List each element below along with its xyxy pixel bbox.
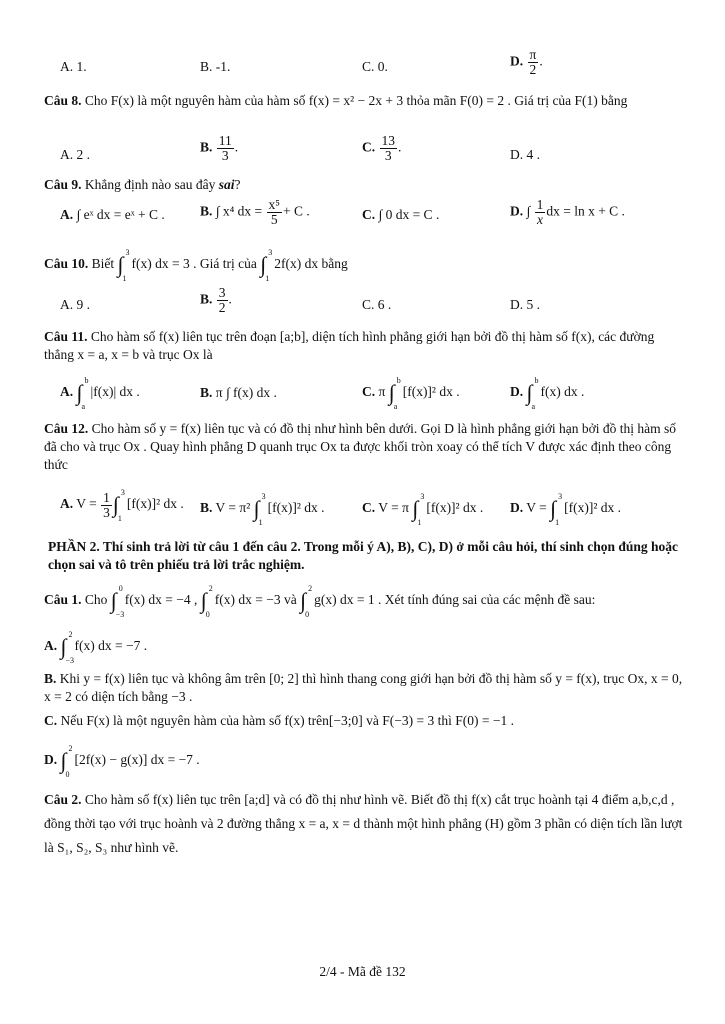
p2q2-text: Câu 2. Cho hàm số f(x) liên tục trên [a;d] và có đồ thị như hình vẽ. Biết đồ thị f(x) cắt trục hoành tại 4 điểm a,b,c,d , đồng thời tạo với trục hoành và 2 đường thẳng x = a, x = d thành một hình phẳng (H) gồm 3 phần có diện tích lần lượt là S₁, S₂, S₃ như hình vẽ. [44, 792, 683, 855]
q10-option-d: D. 5 . [510, 297, 540, 312]
q10-option-c: C. 6 . [362, 297, 392, 312]
q12-text: Câu 12. Cho hàm số y = f(x) liên tục và có đồ thị như hình bên dưới. Gọi D là hình phẳng giới hạn bởi đồ thị hàm số đã cho và trục Ox . Quay hình phẳng D quanh trục Ox ta được khối tròn xoay có thể tích V được xác định theo công thức [44, 421, 676, 472]
q8-option-c: C. $\frac{13}{3}$ . [362, 133, 402, 163]
q9-option-b: B. ∫ x⁴ dx = $\frac{\text{x⁵}}{5}$ + C . [200, 197, 310, 227]
p2q1-text: Câu 1. Cho ∫ 0 −3 f(x) dx = −4 , ∫ 2 0 f(x) dx = −3 và ∫ 2 0 g(x) dx = 1 . Xét tính đúng sai của các mệnh đề sau: [44, 584, 596, 619]
q12-option-c: C. V = π ∫ 3 1 [f(x)]² dx . [362, 492, 484, 527]
q8-option-d: D. 4 . [510, 147, 540, 162]
q12-option-a: A. V = $\frac{1}{3}$ ∫ 3 1 [f(x)]² dx . [60, 488, 184, 523]
q12-option-d: D. V = ∫ 3 1 [f(x)]² dx . [510, 492, 622, 527]
q8-option-a: A. 2 . [60, 147, 90, 162]
q9-option-d: D. ∫ $\frac{1}{x}$ dx = ln x + C . [510, 197, 625, 227]
q11-option-c: C. π ∫ b a [f(x)]² dx . [362, 376, 460, 411]
q10-text: Câu 10. Biết ∫ 3 1 f(x) dx = 3 . Giá trị của ∫ 3 1 2f(x) dx bằng [44, 248, 348, 283]
q10-option-a: A. 9 . [60, 297, 90, 312]
q9-text: Câu 9. Khẳng định nào sau đây sai? [44, 177, 241, 192]
q7-option-b: B. -1. [200, 59, 231, 74]
q8-option-b: B. $\frac{11}{3}$ . [200, 133, 239, 163]
q12-option-b: B. V = π² ∫ 3 1 [f(x)]² dx . [200, 492, 325, 527]
p2q1-statement-b: B. Khi y = f(x) liên tục và không âm trên [0; 2] thì hình thang cong giới hạn bởi đồ thị hàm số y = f(x), trục Ox, x = 0, x = 2 có diện tích bằng −3 . [44, 671, 683, 704]
q10-option-b: B. $\frac{3}{2}$ . [200, 285, 232, 315]
q7-option-c: C. 0. [362, 59, 388, 74]
q7-option-d: D. $\frac{\pi}{2}$ . [510, 47, 543, 77]
q11-option-d: D. ∫ b a f(x) dx . [510, 376, 585, 411]
p2q1-statement-a: A. ∫ 2 −3 f(x) dx = −7 . [44, 630, 148, 665]
q7-option-a: A. 1. [60, 59, 87, 74]
p2q1-statement-c: C. Nếu F(x) là một nguyên hàm của hàm số f(x) trên[−3;0] và F(−3) = 3 thì F(0) = −1 . [44, 713, 514, 728]
q8-text: Câu 8. Cho F(x) là một nguyên hàm của hàm số f(x) = x² − 2x + 3 thỏa mãn F(0) = 2 . Giá trị của F(1) bằng [44, 93, 628, 108]
part2-title: PHẦN 2. Thí sinh trả lời từ câu 1 đến câu 2. Trong mỗi ý A), B), C), D) ở mỗi câu hỏi, thí sinh chọn đúng hoặc chọn sai và tô trên phiếu trả lời trắc nghiệm. [48, 539, 679, 572]
integral-sign: ∫ 3 1 [117, 248, 130, 283]
q11-option-b: B. π ∫ f(x) dx . [200, 385, 277, 400]
q9-option-a: A. ∫ eˣ dx = eˣ + C . [60, 207, 165, 222]
q11-option-a: A. ∫ b a |f(x)| dx . [60, 376, 140, 411]
p2q1-statement-d: D. ∫ 2 0 [2f(x) − g(x)] dx = −7 . [44, 744, 200, 779]
page-footer: 2/4 - Mã đề 132 [319, 964, 406, 979]
q9-option-c: C. ∫ 0 dx = C . [362, 207, 440, 222]
q11-text: Câu 11. Cho hàm số f(x) liên tục trên đoạn [a;b], diện tích hình phẳng giới hạn bởi đồ thị hàm số f(x), các đường thẳng x = a, x = b và trục Ox là [44, 329, 655, 362]
integral-sign: ∫ 3 1 [260, 248, 273, 283]
